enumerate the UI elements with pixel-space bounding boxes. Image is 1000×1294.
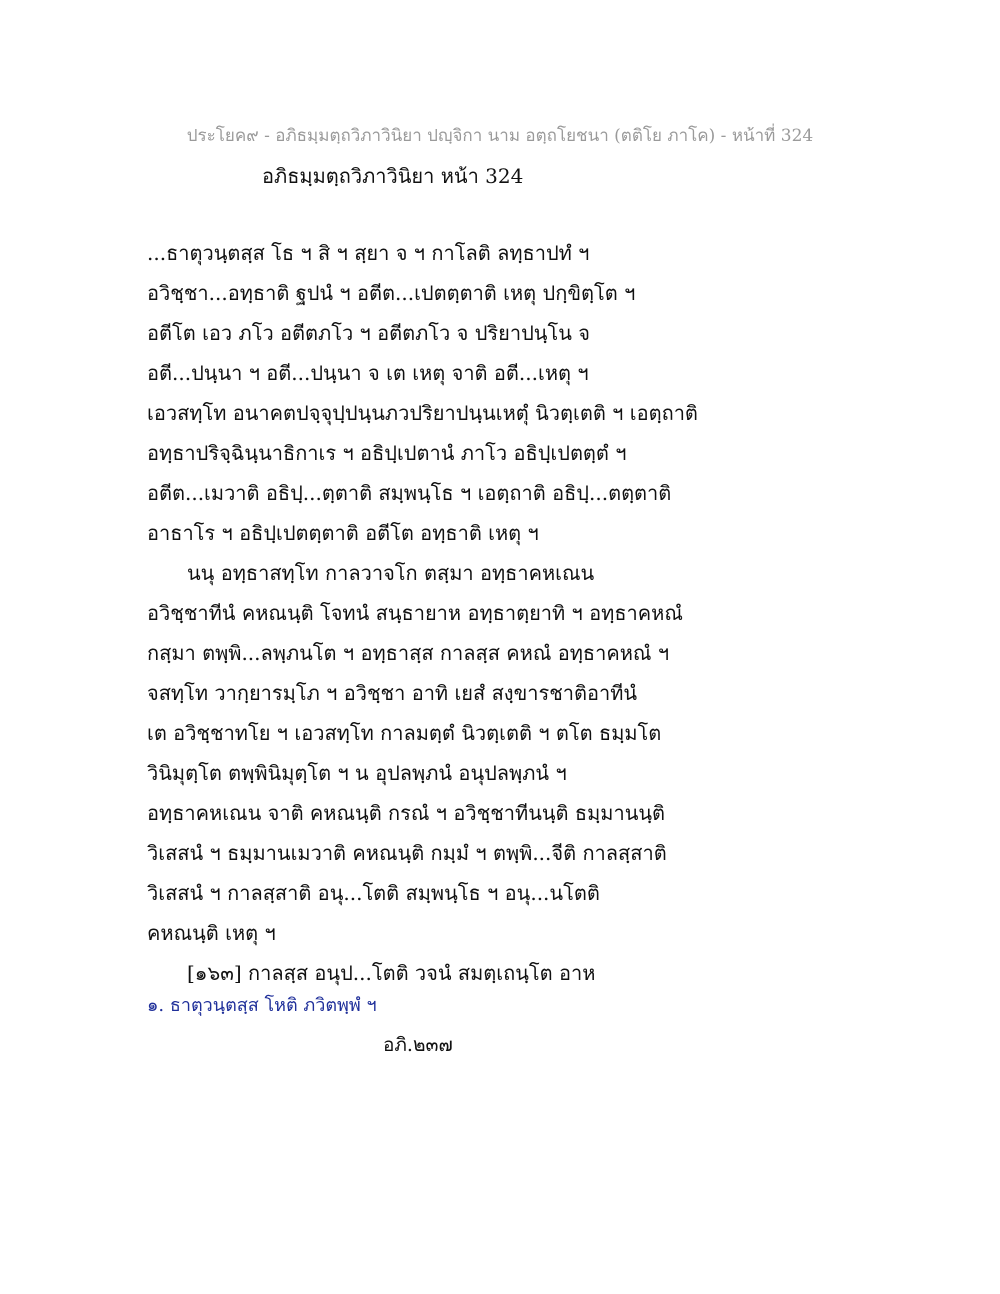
text-line: คหณนฺติ เหตุ ฯ	[147, 921, 276, 945]
text-line: วินิมุตฺโต ตพฺพินิมุตฺโต ฯ น อุปลพฺภนํ อนุปลพฺภนํ ฯ	[147, 761, 567, 785]
text-line: อตีต...เมวาติ อธิปฺ...ตฺตาติ สมฺพนฺโธ ฯ เอตฺถาติ อธิปฺ...ตตฺตาติ	[147, 481, 672, 505]
text-line: อทฺธาปริจฺฉินฺนาธิกาเร ฯ อธิปฺเปตานํ ภาโว อธิปฺเปตตฺตํ ฯ	[147, 441, 627, 465]
text-line: เต อวิชฺชาทโย ฯ เอวสทฺโท กาลมตฺตํ นิวตฺเตติ ฯ ตโต ธมฺมโต	[147, 721, 662, 745]
text-line: อาธาโร ฯ อธิปฺเปตตฺตาติ อตีโต อทฺธาติ เหตุ ฯ	[147, 521, 539, 545]
page-reference: อภิ.๒๓๗	[383, 1034, 453, 1056]
page-subtitle: อภิธมฺมตฺถวิภาวินิยา หน้า 324	[262, 164, 524, 188]
text-line: กสฺมา ตพฺพิ...ลพฺภนโต ฯ อทฺธาสฺส กาลสฺส คหณํ อทฺธาคหณํ ฯ	[147, 641, 670, 665]
body-text	[147, 233, 867, 993]
paragraph-start-line: นนุ อทฺธาสทฺโท กาลวาจโก ตสฺมา อทฺธาคหเณน	[187, 561, 595, 585]
running-header: ประโยค๙ - อภิธมฺมตฺถวิภาวินิยา ปญฺจิกา นาม อตฺถโยชนา (ตติโย ภาโค) - หน้าที่ 324	[186, 126, 814, 146]
text-line: วิเสสนํ ฯ ธมฺมานเมวาติ คหณนฺติ กมฺมํ ฯ ตพฺพิ...จีติ กาลสฺสาติ	[147, 841, 667, 865]
text-line: อตี...ปนฺนา ฯ อตี...ปนฺนา จ เต เหตุ จาติ อตี...เหตุ ฯ	[147, 361, 589, 385]
text-line: อทฺธาคหเณน จาติ คหณนฺติ กรณํ ฯ อวิชฺชาทีนนฺติ ธมฺมานนฺติ	[147, 801, 666, 825]
text-line: อวิชฺชาทีนํ คหณนฺติ โจทนํ สนฺธายาห อทฺธาตฺยาทิ ฯ อทฺธาคหณํ	[147, 601, 683, 625]
text-line: อตีโต เอว ภโว อตีตภโว ฯ อตีตภโว จ ปริยาปนฺโน จ	[147, 321, 590, 345]
text-line: วิเสสนํ ฯ กาลสฺสาติ อนุ...โตติ สมฺพนฺโธ ฯ อนุ...นโตติ	[147, 881, 600, 905]
text-line: ...ธาตุวนฺตสฺส โธ ฯ สิ ฯ สฺยา จ ฯ กาโลติ ลทฺธาปทํ ฯ	[147, 241, 590, 265]
text-line: จสทฺโท วากฺยารมฺโภ ฯ อวิชฺชา อาทิ เยสํ สงฺขารชาติอาทีนํ	[147, 681, 638, 705]
paragraph-start-line: [๑๖๓] กาลสฺส อนุป...โตติ วจนํ สมตฺเถนฺโต อาห	[187, 961, 596, 985]
text-line: อวิชฺชา...อทฺธาติ ฐปนํ ฯ อตีต...เปตตฺตาติ เหตุ ปกฺขิตฺโต ฯ	[147, 281, 636, 305]
text-line: เอวสทฺโท อนาคตปจฺจุปฺปนฺนภวปริยาปนฺนเหตุํ นิวตฺเตติ ฯ เอตฺถาติ	[147, 401, 698, 425]
footnote: ๑. ธาตุวนฺตสฺส โหติ ภวิตพฺพํ ฯ	[147, 995, 377, 1016]
